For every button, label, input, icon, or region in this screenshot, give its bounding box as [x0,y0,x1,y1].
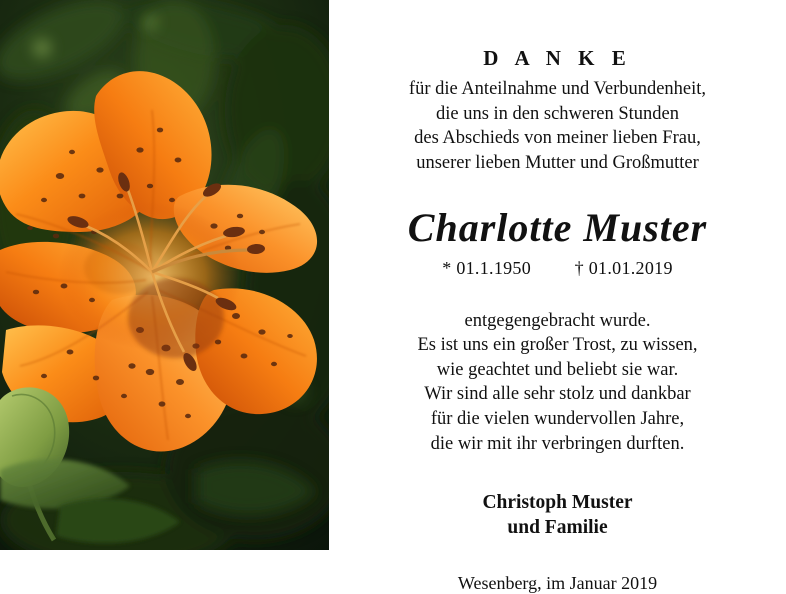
intro-line-3: des Abschieds von meiner lieben Frau, [414,128,701,149]
heading-danke: D A N K E [483,46,632,70]
signature-line-2: und Familie [507,517,608,539]
body-line-4: Wir sind alle sehr stolz und dankbar [424,384,691,405]
signature [357,490,758,541]
body-line-6: die wir mit ihr verbringen durften. [430,433,685,454]
lily-photo-illustration [0,0,329,550]
body-text [357,309,758,457]
deceased-name: Charlotte Muster [407,204,708,250]
place-and-date: Wesenberg, im Januar 2019 [457,572,658,593]
birth-date: * 01.1.1950 [442,257,532,278]
intro-line-4: unserer lieben Mutter und Großmutter [416,152,699,173]
signature-line-1: Christoph Muster [482,492,633,514]
life-dates [357,258,758,279]
body-line-3: wie geachtet und beliebt sie war. [436,359,679,380]
intro-line-1: für die Anteilnahme und Verbundenheit, [408,79,707,100]
body-line-2: Es ist uns ein großer Trost, zu wissen, [417,335,698,356]
body-line-5: für die vielen wundervollen Jahre, [430,408,685,429]
death-date: † 01.01.2019 [574,257,673,278]
card-text-panel [329,0,786,593]
lily-photo [0,0,329,550]
body-line-1: entgegengebracht wurde. [464,310,651,331]
intro-text [357,77,758,175]
intro-line-2: die uns in den schweren Stunden [435,103,680,124]
